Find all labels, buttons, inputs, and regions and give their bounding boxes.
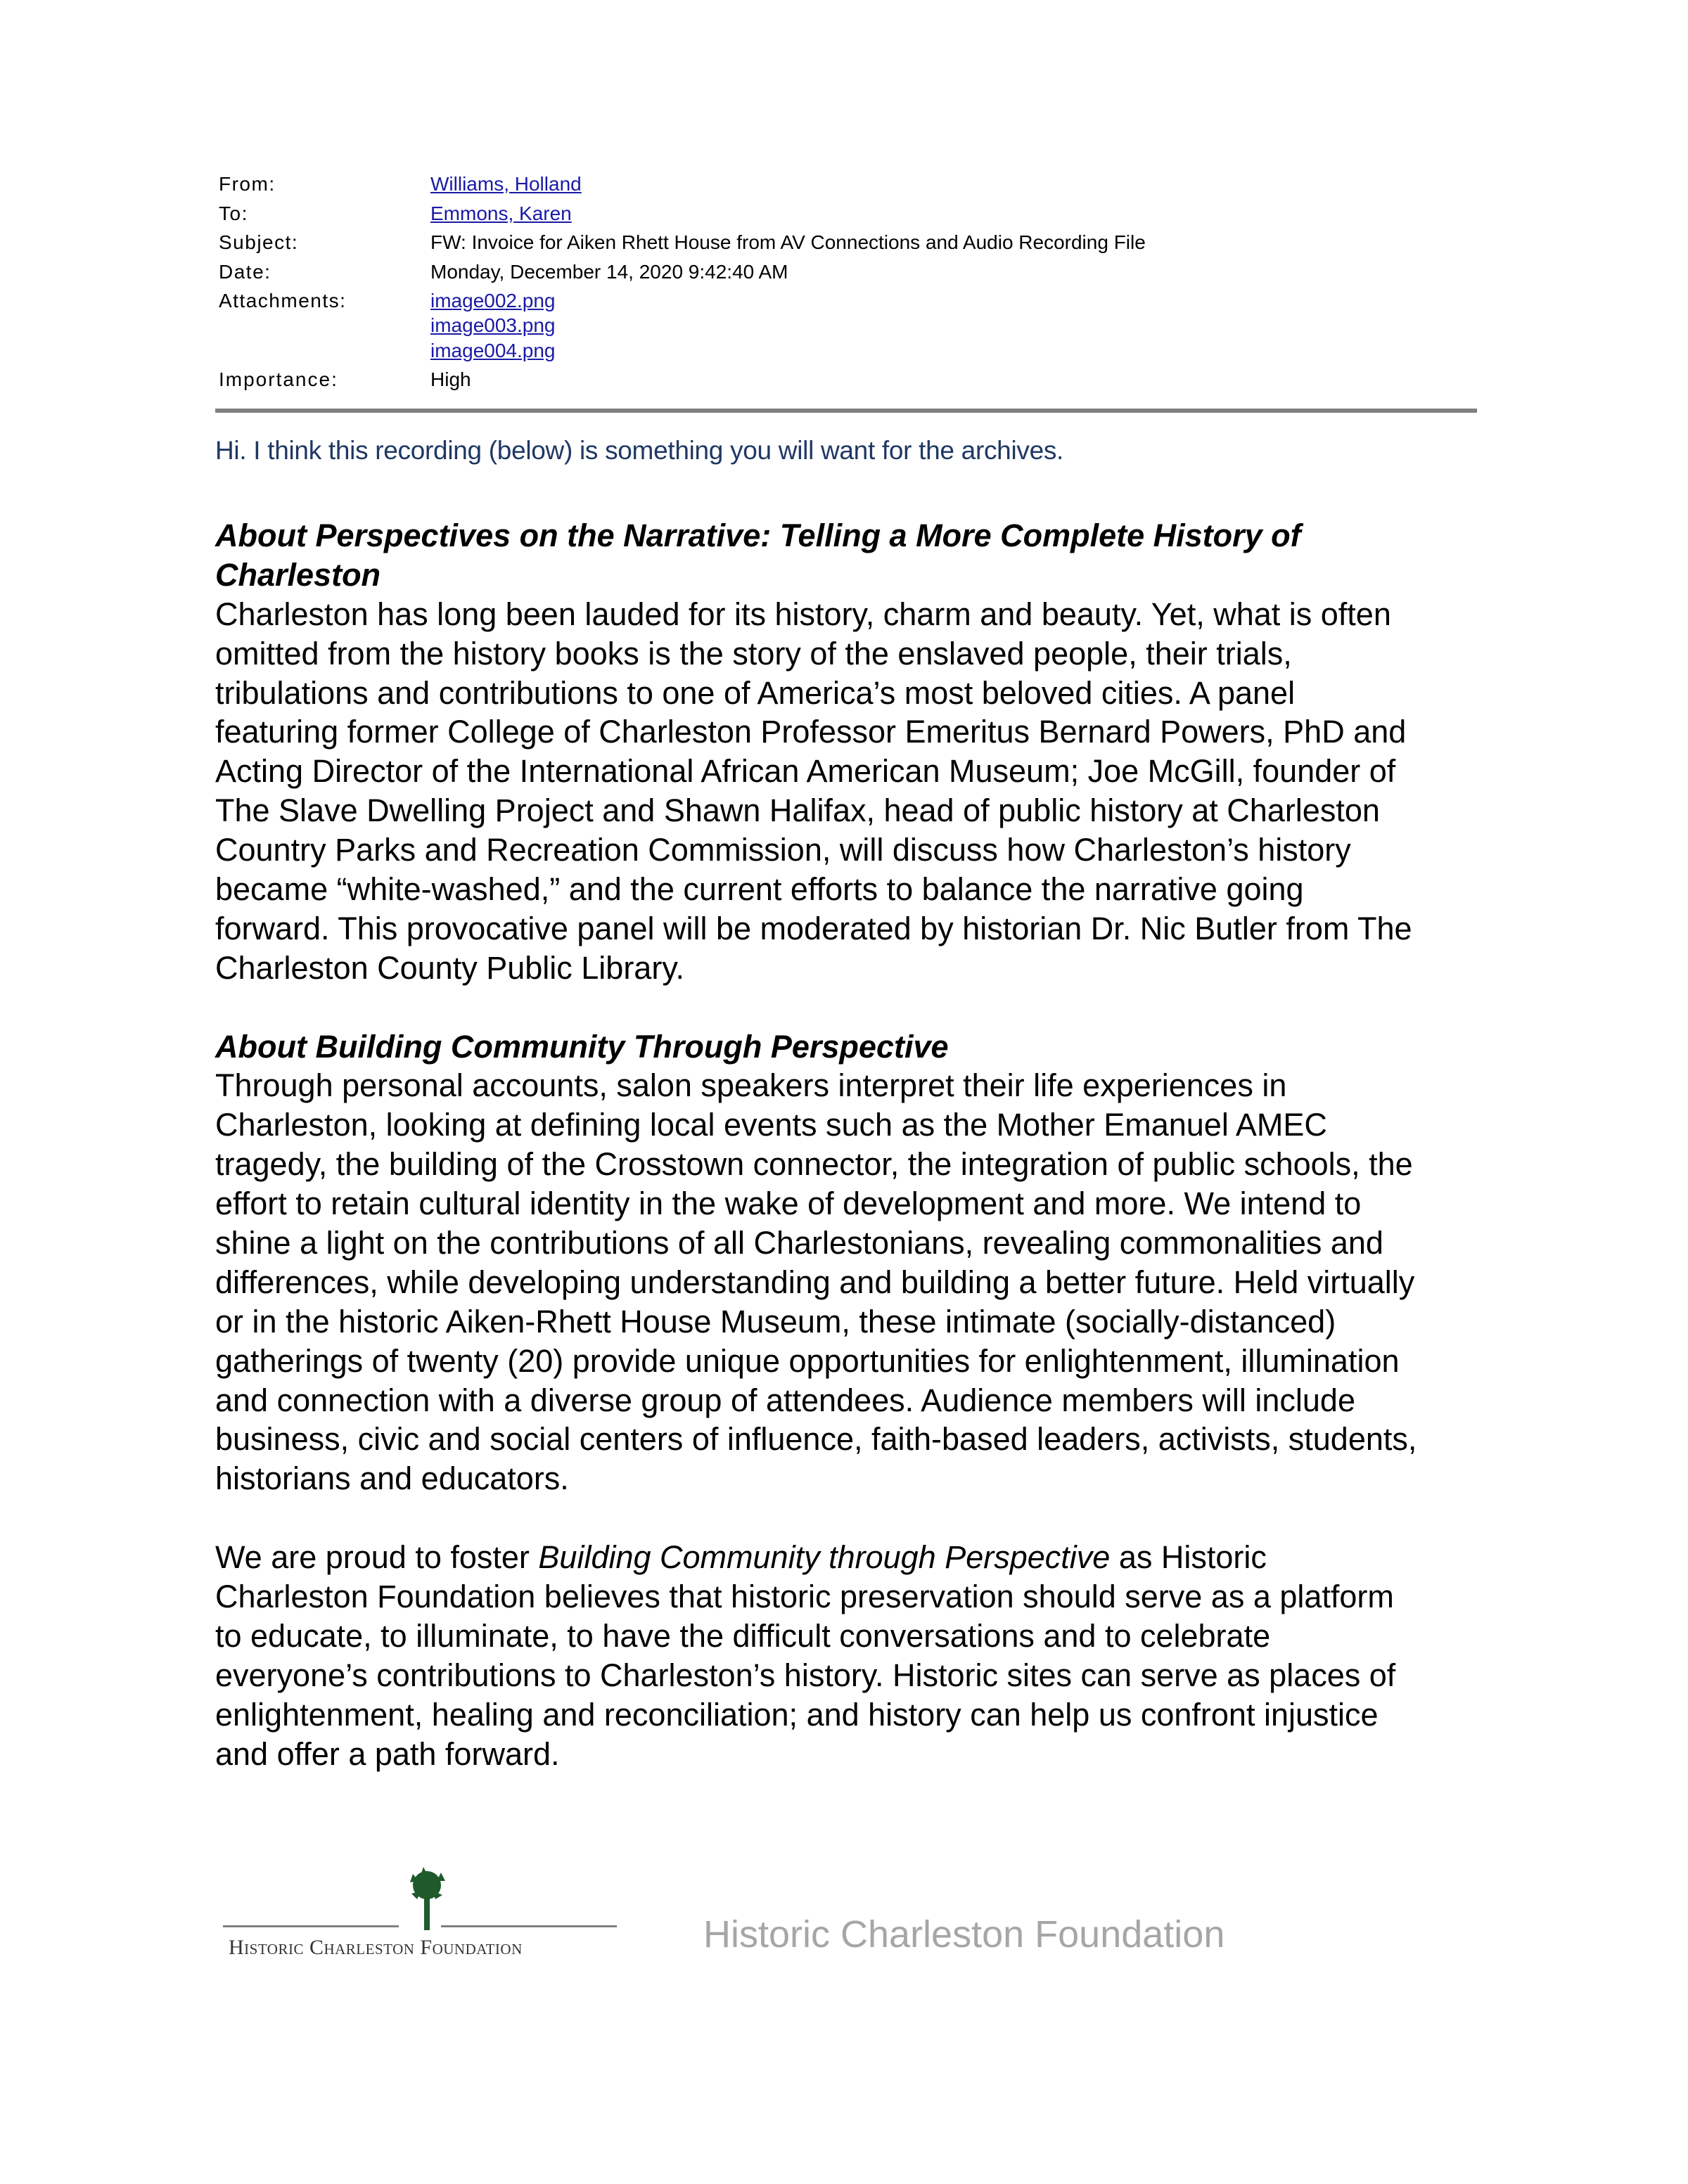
body-line (215, 1105, 1417, 1145)
attachment-link[interactable]: image002.png (430, 290, 556, 311)
text-segment: Through personal accounts, salon speakers interpret their life experiences in (215, 1067, 1287, 1104)
body-line (215, 1381, 1417, 1420)
text-segment: everyone’s contributions to Charleston’s history. Historic sites can serve as places of (215, 1657, 1396, 1693)
importance-value: High (430, 368, 471, 390)
body-line (215, 1577, 1417, 1617)
body-line (215, 791, 1417, 830)
section-heading-line (215, 555, 1417, 595)
logo-text: Historic Charleston Foundation (229, 1936, 523, 1959)
text-segment: as Historic (1110, 1539, 1267, 1576)
body-line (215, 1066, 1417, 1105)
email-body (215, 516, 1417, 1774)
body-line (215, 988, 1417, 1027)
text-segment: enlightenment, healing and reconciliation; and history can help us confront injustice (215, 1696, 1379, 1733)
importance-label: Importance: (219, 368, 338, 390)
text-segment: or in the historic Aiken-Rhett House Museum, these intimate (socially-distanced) (215, 1303, 1336, 1340)
from-link[interactable]: Williams, Holland (430, 173, 582, 195)
body-line (215, 1617, 1417, 1656)
text-segment: to educate, to illuminate, to have the difficult conversations and to celebrate (215, 1617, 1271, 1654)
text-segment: About Building Community Through Perspective (215, 1028, 949, 1065)
body-line (215, 830, 1417, 870)
text-segment: historians and educators. (215, 1460, 569, 1497)
body-line (215, 1223, 1417, 1263)
attachments-label: Attachments: (219, 290, 347, 311)
text-segment: omitted from the history books is the story of the enslaved people, their trials, (215, 635, 1292, 672)
text-segment: Acting Director of the International African American Museum; Joe McGill, founder of (215, 753, 1396, 790)
text-segment: differences, while developing understanding and building a better future. Held virtually (215, 1264, 1415, 1300)
historic-charleston-foundation-logo (223, 1865, 624, 1971)
text-segment: tragedy, the building of the Crosstown connector, the integration of public schools, the (215, 1146, 1413, 1183)
section-heading-line (215, 516, 1417, 555)
text-segment: Charleston, looking at defining local events such as the Mother Emanuel AMEC (215, 1107, 1327, 1143)
text-segment: We are proud to foster (215, 1539, 539, 1576)
to-label: To: (219, 203, 248, 224)
section-heading-line (215, 1027, 1417, 1067)
text-segment: featuring former College of Charleston Professor Emeritus Bernard Powers, PhD and (215, 714, 1407, 750)
body-line (215, 949, 1417, 988)
body-line (215, 1184, 1417, 1223)
date-value: Monday, December 14, 2020 9:42:40 AM (430, 261, 788, 283)
body-line (215, 870, 1417, 909)
body-line (215, 1342, 1417, 1381)
to-link[interactable]: Emmons, Karen (430, 203, 572, 224)
header-divider (215, 409, 1477, 413)
text-segment: and offer a path forward. (215, 1735, 560, 1772)
subject-value: FW: Invoice for Aiken Rhett House from AV Connections and Audio Recording File (430, 231, 1146, 253)
body-line (215, 909, 1417, 949)
text-segment: forward. This provocative panel will be moderated by historian Dr. Nic Butler from The (215, 910, 1412, 946)
greeting-text: Hi. I think this recording (below) is something you will want for the archives. (215, 436, 1064, 465)
body-line (215, 1145, 1417, 1184)
body-line (215, 1656, 1417, 1695)
text-segment: shine a light on the contributions of all Charlestonians, revealing commonalities and (215, 1225, 1383, 1261)
text-segment: Charleston (215, 556, 381, 593)
watermark: Historic Charleston Foundation (703, 1913, 1225, 1955)
attachment-link[interactable]: image004.png (430, 340, 556, 361)
text-segment: Charleston County Public Library. (215, 949, 684, 986)
body-line (215, 1263, 1417, 1302)
date-label: Date: (219, 261, 271, 283)
text-segment: Building Community through Perspective (538, 1539, 1111, 1576)
text-segment: gatherings of twenty (20) provide unique opportunities for enlightenment, illumination (215, 1342, 1400, 1379)
body-line (215, 1498, 1417, 1538)
body-line (215, 1459, 1417, 1498)
text-segment: Charleston Foundation believes that historic preservation should serve as a platform (215, 1579, 1394, 1615)
text-segment: Charleston has long been lauded for its history, charm and beauty. Yet, what is often (215, 596, 1391, 632)
body-line (215, 1302, 1417, 1342)
body-line (215, 1420, 1417, 1459)
text-segment: tribulations and contributions to one of America’s most beloved cities. A panel (215, 674, 1296, 711)
text-segment: Country Parks and Recreation Commission, will discuss how Charleston’s history (215, 832, 1351, 868)
text-segment: effort to retain cultural identity in the wake of development and more. We intend to (215, 1186, 1362, 1222)
body-line (215, 674, 1417, 713)
subject-label: Subject: (219, 231, 299, 253)
body-line (215, 634, 1417, 674)
text-segment: business, civic and social centers of influence, faith-based leaders, activists, students, (215, 1421, 1417, 1458)
from-label: From: (219, 173, 276, 195)
body-line (215, 752, 1417, 791)
body-line (215, 1695, 1417, 1735)
body-line (215, 1735, 1417, 1774)
body-line (215, 595, 1417, 634)
text-segment: The Slave Dwelling Project and Shawn Halifax, head of public history at Charleston (215, 792, 1380, 829)
body-line (215, 1538, 1417, 1577)
body-line (215, 712, 1417, 752)
attachment-link[interactable]: image003.png (430, 314, 556, 336)
text-segment: and connection with a diverse group of attendees. Audience members will include (215, 1382, 1355, 1418)
text-segment: became “white-washed,” and the current efforts to balance the narrative going (215, 871, 1304, 908)
text-segment: About Perspectives on the Narrative: Telling a More Complete History of (215, 518, 1301, 553)
